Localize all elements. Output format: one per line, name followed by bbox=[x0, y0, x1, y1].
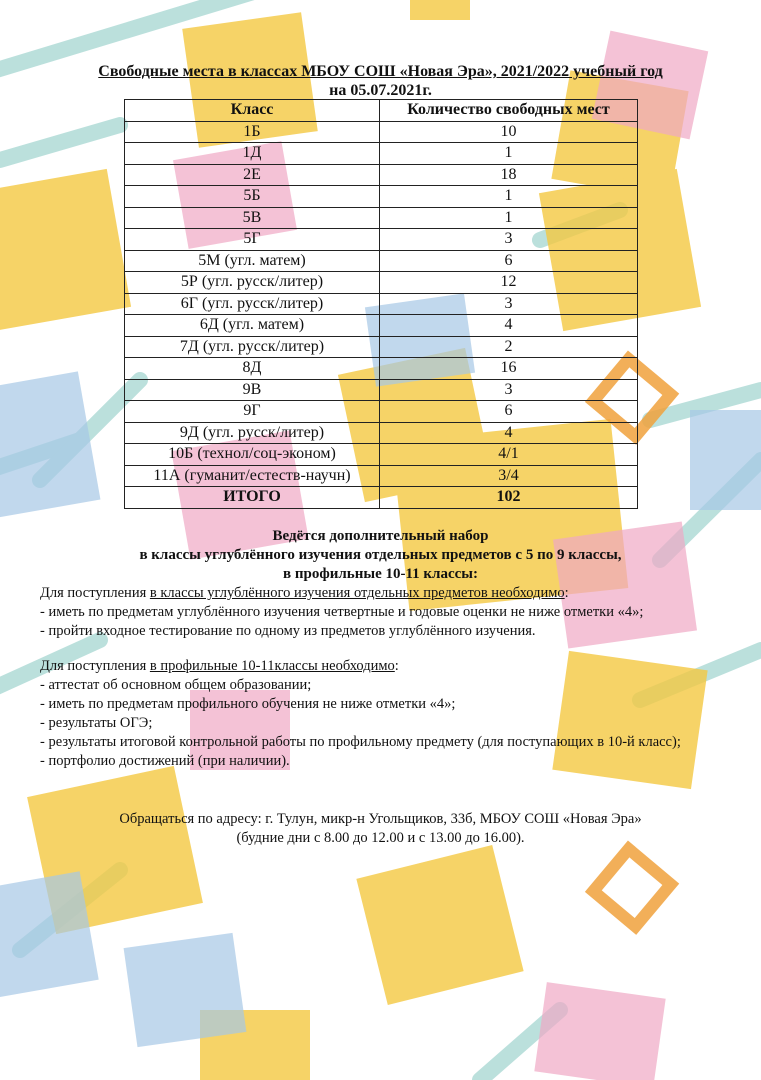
class-cell: 2Е bbox=[125, 164, 380, 186]
notice-line-1: Ведётся дополнительный набор bbox=[272, 528, 489, 544]
class-cell: 7Д (угл. русск/литер) bbox=[125, 336, 380, 358]
class-cell: 9Д (угл. русск/литер) bbox=[125, 422, 380, 444]
column-header-free-places: Количество свободных мест bbox=[380, 100, 638, 122]
address-line: Обращаться по адресу: г. Тулун, микр-н Угольщиков, 33б, МБОУ СОШ «Новая Эра» bbox=[119, 811, 642, 827]
section-2-item: - иметь по предметам профильного обучения не ниже отметки «4»; bbox=[40, 696, 456, 712]
section-2 bbox=[40, 657, 721, 771]
section-2-intro-prefix: Для поступления bbox=[40, 658, 150, 674]
section-1-intro-underlined: в классы углублённого изучения отдельных предметов необходимо bbox=[149, 585, 565, 601]
table-row bbox=[125, 336, 638, 358]
class-cell: 5В bbox=[125, 207, 380, 229]
free-places-cell: 12 bbox=[380, 272, 638, 294]
free-places-cell: 4/1 bbox=[380, 444, 638, 466]
page-subtitle-date: на 05.07.2021г. bbox=[329, 82, 432, 99]
column-header-class: Класс bbox=[125, 100, 380, 122]
section-2-intro-suffix: : bbox=[394, 658, 399, 674]
class-cell: 6Г (угл. русск/литер) bbox=[125, 293, 380, 315]
table-row bbox=[125, 250, 638, 272]
table-row bbox=[125, 293, 638, 315]
class-cell: 9Г bbox=[125, 401, 380, 423]
section-1-intro-prefix: Для поступления bbox=[40, 585, 150, 601]
section-1-intro-suffix: : bbox=[564, 585, 569, 601]
free-places-cell: 6 bbox=[380, 250, 638, 272]
table-row bbox=[125, 143, 638, 165]
table-row bbox=[125, 358, 638, 380]
table-row bbox=[125, 272, 638, 294]
table-row bbox=[125, 229, 638, 251]
section-1 bbox=[40, 584, 721, 641]
section-2-item: - результаты ОГЭ; bbox=[40, 715, 153, 731]
section-2-intro bbox=[40, 657, 721, 676]
table-row bbox=[125, 444, 638, 466]
free-places-cell: 4 bbox=[380, 422, 638, 444]
table-row bbox=[125, 379, 638, 401]
class-cell: 10Б (технол/соц-эконом) bbox=[125, 444, 380, 466]
table-row bbox=[125, 465, 638, 487]
total-label-cell: ИТОГО bbox=[125, 487, 380, 509]
notice-line-2: в классы углублённого изучения отдельных предметов с 5 по 9 классы, bbox=[139, 547, 622, 563]
table-header-row bbox=[125, 100, 638, 122]
section-1-item: - иметь по предметам углублённого изучения четвертные и годовые оценки не ниже отметки «4»; bbox=[40, 604, 644, 620]
section-2-intro-underlined: в профильные 10-11классы необходимо bbox=[149, 658, 395, 674]
table-row bbox=[125, 121, 638, 143]
class-cell: 1Д bbox=[125, 143, 380, 165]
class-cell: 9В bbox=[125, 379, 380, 401]
class-cell: 8Д bbox=[125, 358, 380, 380]
free-places-cell: 2 bbox=[380, 336, 638, 358]
free-places-cell: 3 bbox=[380, 293, 638, 315]
table-row bbox=[125, 422, 638, 444]
free-places-cell: 1 bbox=[380, 207, 638, 229]
section-2-item: - аттестат об основном общем образовании; bbox=[40, 677, 312, 693]
table-body bbox=[125, 121, 638, 508]
section-1-item: - пройти входное тестирование по одному из предметов углублённого изучения. bbox=[40, 623, 536, 639]
table-row bbox=[125, 207, 638, 229]
section-2-item: - портфолио достижений (при наличии). bbox=[40, 753, 290, 769]
table-row bbox=[125, 186, 638, 208]
free-places-cell: 16 bbox=[380, 358, 638, 380]
free-places-cell: 18 bbox=[380, 164, 638, 186]
class-cell: 1Б bbox=[125, 121, 380, 143]
class-cell: 5Б bbox=[125, 186, 380, 208]
page-title: Свободные места в классах МБОУ СОШ «Новая Эра», 2021/2022 учебный год bbox=[98, 63, 663, 80]
table-row bbox=[125, 401, 638, 423]
notice-line-3: в профильные 10-11 классы: bbox=[283, 566, 478, 582]
free-places-cell: 3 bbox=[380, 229, 638, 251]
class-cell: 5Р (угл. русск/литер) bbox=[125, 272, 380, 294]
section-1-intro bbox=[40, 584, 721, 603]
class-cell: 5М (угл. матем) bbox=[125, 250, 380, 272]
office-hours-line: (будние дни с 8.00 до 12.00 и с 13.00 до 16.00). bbox=[236, 830, 525, 846]
free-places-cell: 6 bbox=[380, 401, 638, 423]
class-cell: 11А (гуманит/естеств-научн) bbox=[125, 465, 380, 487]
free-places-cell: 4 bbox=[380, 315, 638, 337]
table-row bbox=[125, 164, 638, 186]
free-places-cell: 1 bbox=[380, 143, 638, 165]
table-total-row bbox=[125, 487, 638, 509]
free-places-cell: 1 bbox=[380, 186, 638, 208]
section-2-item: - результаты итоговой контрольной работы по профильному предмету (для поступающих в 10-й класс); bbox=[40, 734, 681, 750]
table-row bbox=[125, 315, 638, 337]
free-places-cell: 10 bbox=[380, 121, 638, 143]
free-places-cell: 3/4 bbox=[380, 465, 638, 487]
free-places-cell: 3 bbox=[380, 379, 638, 401]
class-cell: 6Д (угл. матем) bbox=[125, 315, 380, 337]
class-cell: 5Г bbox=[125, 229, 380, 251]
total-value-cell: 102 bbox=[380, 487, 638, 509]
free-places-table bbox=[124, 99, 638, 509]
